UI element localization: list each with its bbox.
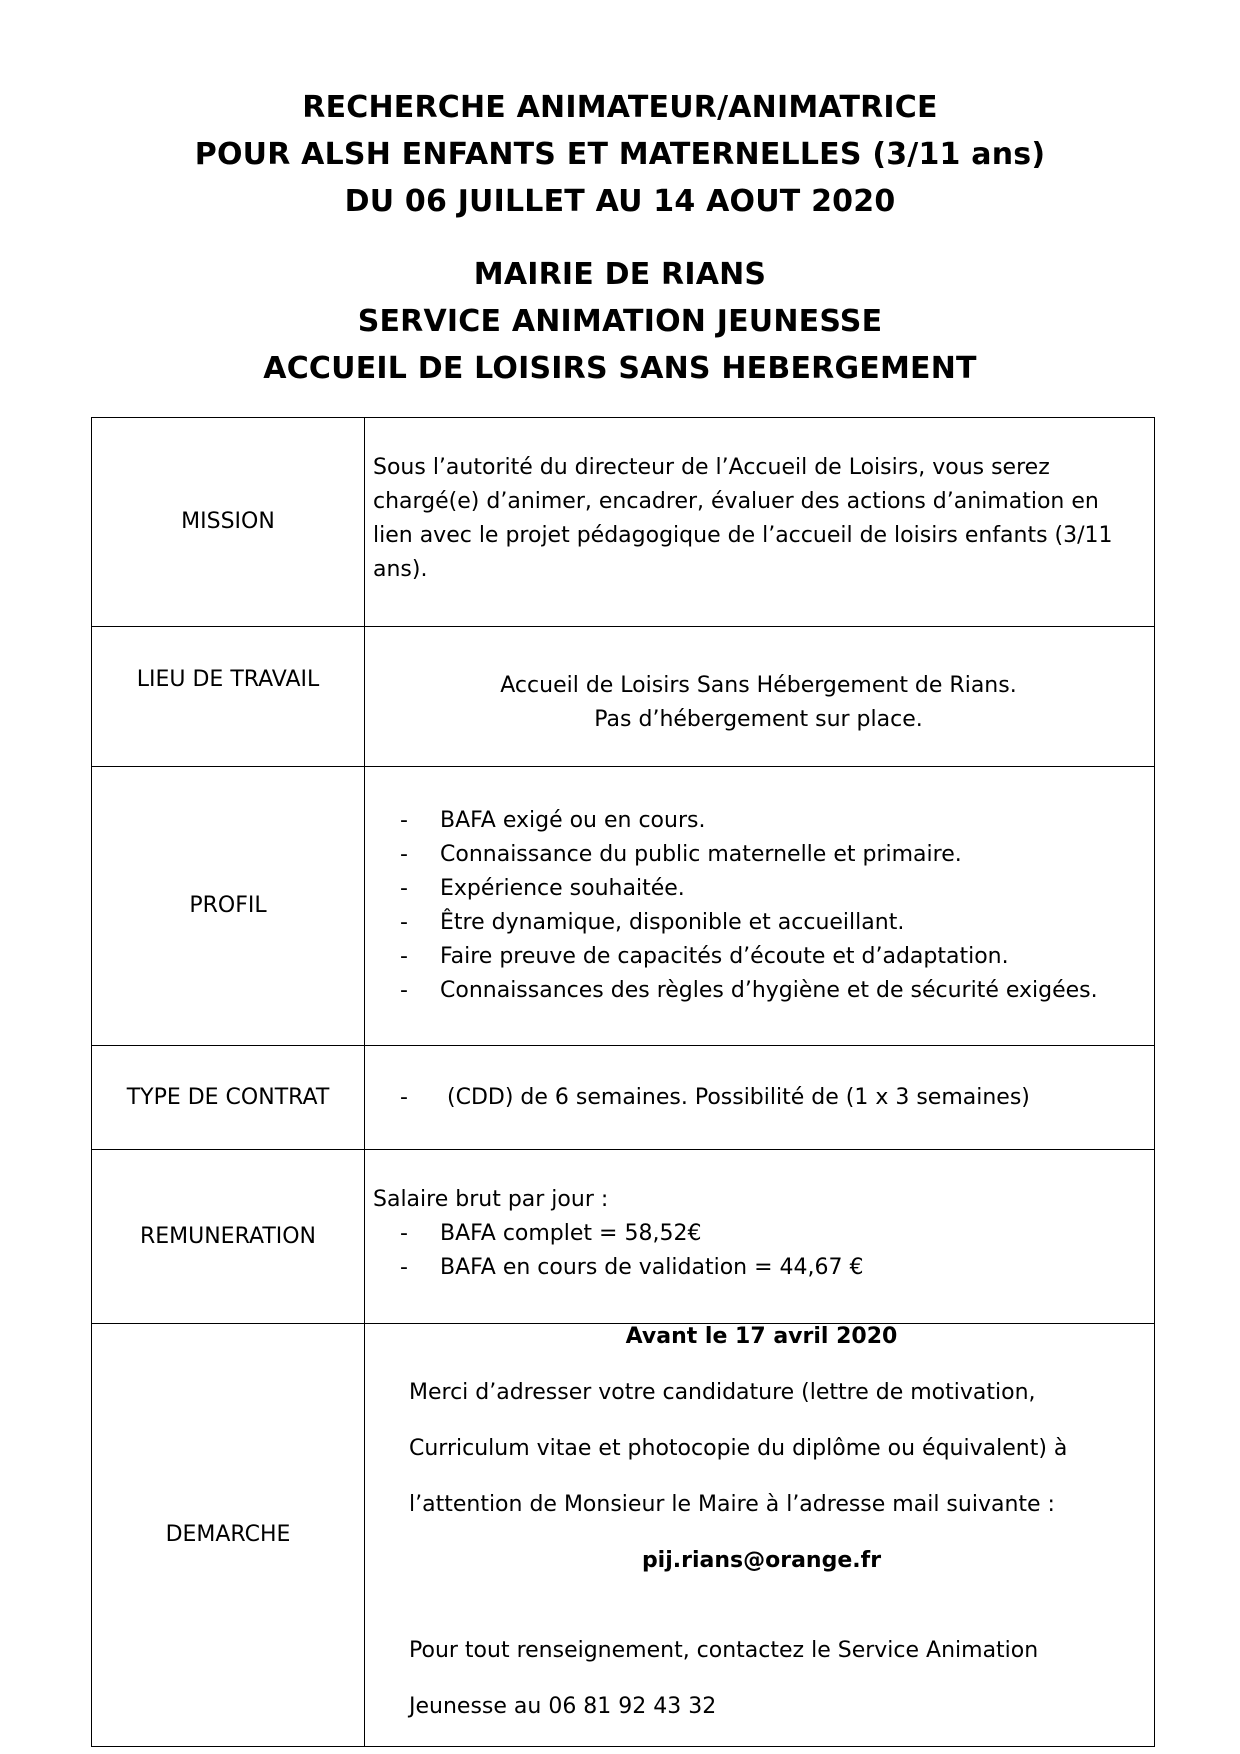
organization-line-2: SERVICE ANIMATION JEUNESSE [357, 304, 883, 339]
remuneration-label: REMUNERATION [92, 1150, 365, 1324]
organization-line-3: ACCUEIL DE LOISIRS SANS HEBERGEMENT [263, 351, 977, 386]
bullet-dash: - [400, 842, 408, 867]
demarche-label: DEMARCHE [92, 1324, 365, 1747]
list-item: - Connaissances des règles d’hygiène et de sécurité exigées. [400, 974, 1154, 1008]
job-offer-table [91, 417, 1155, 1747]
demarche-line-1: Merci d’adresser votre candidature (lettre de motivation, [409, 1380, 1036, 1405]
document-title [0, 84, 1240, 225]
bullet-dash: - [400, 808, 408, 833]
lieu-line-2: Pas d’hébergement sur place. [594, 706, 923, 732]
demarche-line-2: Curriculum vitae et photocopie du diplôme ou équivalent) à [409, 1436, 1068, 1461]
bullet-dash: - [400, 1254, 408, 1280]
list-item: - BAFA exigé ou en cours. [400, 804, 1154, 838]
profil-cell [365, 767, 1155, 1046]
remuneration-list [365, 1217, 1154, 1285]
lieu-cell [365, 627, 1155, 767]
demarche-cell [365, 1324, 1155, 1747]
contrat-cell [365, 1046, 1155, 1150]
contrat-list [365, 1081, 1154, 1115]
profil-list [365, 804, 1154, 1008]
spacer [409, 1578, 1154, 1612]
mission-cell [365, 418, 1155, 627]
list-item: - BAFA complet = 58,52€ [400, 1217, 1154, 1251]
deadline-text: Avant le 17 avril 2020 [625, 1324, 898, 1349]
bullet-dash: - [400, 944, 408, 969]
contact-line-1: Pour tout renseignement, contactez le Service Animation [409, 1638, 1039, 1663]
demarche-line-3: l’attention de Monsieur le Maire à l’adresse mail suivante : [409, 1492, 1055, 1517]
list-item: - Être dynamique, disponible et accueillant. [400, 906, 1154, 940]
bullet-dash: - [400, 978, 408, 1003]
title-line-3: DU 06 JUILLET AU 14 AOUT 2020 [344, 184, 896, 219]
organization-heading [0, 251, 1240, 392]
list-item: - Connaissance du public maternelle et primaire. [400, 838, 1154, 872]
table-row-profil [92, 767, 1155, 1046]
table-row-lieu [92, 627, 1155, 767]
email-address: pij.rians@orange.fr [641, 1548, 882, 1573]
remuneration-intro: Salaire brut par jour : [373, 1186, 609, 1212]
lieu-line-1: Accueil de Loisirs Sans Hébergement de Rians. [500, 672, 1017, 698]
bullet-dash: - [400, 910, 408, 935]
title-line-2: POUR ALSH ENFANTS ET MATERNELLES (3/11 ans) [194, 137, 1046, 172]
table-row-contrat [92, 1046, 1155, 1150]
mission-label: MISSION [92, 418, 365, 627]
list-item: - (CDD) de 6 semaines. Possibilité de (1 x 3 semaines) [400, 1081, 1154, 1115]
title-line-1: RECHERCHE ANIMATEUR/ANIMATRICE [302, 90, 938, 125]
organization-line-1: MAIRIE DE RIANS [473, 257, 767, 292]
lieu-label: LIEU DE TRAVAIL [92, 627, 365, 767]
contact-line-2: Jeunesse au 06 81 92 43 32 [409, 1694, 717, 1719]
bullet-dash: - [400, 1084, 408, 1110]
profil-label: PROFIL [92, 767, 365, 1046]
table-row-remuneration [92, 1150, 1155, 1324]
table-row-mission [92, 418, 1155, 627]
contrat-label: TYPE DE CONTRAT [92, 1046, 365, 1150]
mission-text: Sous l’autorité du directeur de l’Accueil de Loisirs, vous serez chargé(e) d’animer, encadrer, évaluer des actions d’animation en lien avec le projet pédagogique de l’accueil de loisirs enfants (3/11 ans). [373, 455, 1113, 582]
remuneration-cell [365, 1150, 1155, 1324]
list-item: - Faire preuve de capacités d’écoute et d’adaptation. [400, 940, 1154, 974]
list-item: - Expérience souhaitée. [400, 872, 1154, 906]
list-item: - BAFA en cours de validation = 44,67 € [400, 1251, 1154, 1285]
table-row-demarche [92, 1324, 1155, 1747]
bullet-dash: - [400, 876, 408, 901]
bullet-dash: - [400, 1220, 408, 1246]
